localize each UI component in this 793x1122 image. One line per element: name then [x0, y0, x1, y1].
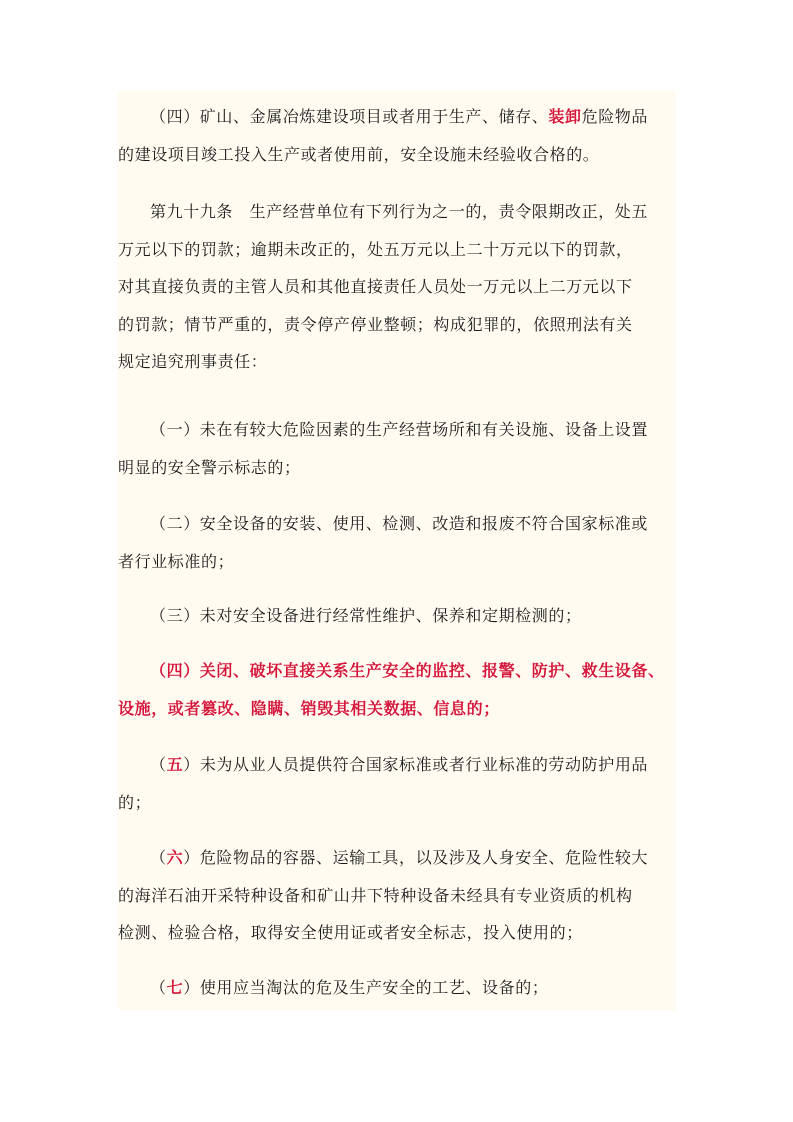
text-span: ）未为从业人员提供符合国家标准或者行业标准的劳动防护用品 [183, 755, 649, 774]
highlight-text: 六 [166, 848, 184, 867]
text-line: 万元以下的罚款；逾期未改正的，处五万元以上二十万元以下的罚款， [118, 239, 633, 259]
text-line [118, 839, 678, 877]
text-span: （四）矿山、金属冶炼建设项目或者用于生产、储存、 [150, 107, 549, 126]
text-span: ）使用应当淘汰的危及生产安全的工艺、设备的； [183, 978, 549, 997]
paragraph-item-4-mining [118, 98, 678, 173]
text-span: 危险物品 [581, 107, 649, 126]
paragraph-item-2 [118, 505, 678, 580]
paragraph-item-1 [118, 411, 678, 486]
paragraph-item-3 [118, 597, 678, 635]
text-line: （四）关闭、破坏直接关系生产安全的监控、报警、防护、救生设备、 [150, 661, 665, 680]
text-line: 检测、检验合格，取得安全使用证或者安全标志，投入使用的； [118, 923, 583, 942]
text-line: （三）未对安全设备进行经常性维护、保养和定期检测的； [150, 606, 582, 625]
text-line [118, 98, 678, 136]
paragraph-item-6 [118, 839, 678, 952]
text-line: 的建设项目竣工投入生产或者使用前，安全设施未经验收合格的。 [118, 144, 600, 164]
text-span: （ [150, 848, 167, 867]
paragraph-item-4-highlighted [118, 652, 678, 727]
text-line: 设施，或者篡改、隐瞒、销毁其相关数据、信息的； [118, 698, 500, 718]
text-line: 规定追究刑事责任： [118, 352, 268, 371]
text-line: 对其直接负责的主管人员和其他直接责任人员处一万元以上二万元以下 [118, 277, 633, 296]
paragraph-item-5 [118, 746, 678, 821]
text-span: ）危险物品的容器、运输工具，以及涉及人身安全、危险性较大 [183, 848, 649, 867]
text-line: 者行业标准的； [118, 551, 235, 571]
highlight-text: 七 [166, 978, 184, 997]
highlight-text: 五 [166, 755, 184, 774]
text-line [118, 969, 678, 1007]
text-line: （一）未在有较大危险因素的生产经营场所和有关设施、设备上设置 [150, 420, 649, 439]
text-span: （ [150, 978, 167, 997]
text-line: 明显的安全警示标志的； [118, 457, 301, 477]
paragraph-item-7 [118, 969, 678, 1007]
text-span: （ [150, 755, 167, 774]
highlight-text: 装卸 [548, 107, 582, 126]
text-line: 的罚款；情节严重的，责令停产停业整顿；构成犯罪的，依照刑法有关 [118, 314, 633, 334]
text-line: （二）安全设备的安装、使用、检测、改造和报废不符合国家标准或 [150, 514, 649, 533]
paragraph-article-99 [118, 193, 678, 381]
text-line: 的海洋石油开采特种设备和矿山井下特种设备未经具有专业资质的机构 [118, 885, 633, 905]
text-line: 的； [118, 792, 152, 812]
text-line: 第九十九条 生产经营单位有下列行为之一的，责令限期改正，处五 [150, 202, 649, 221]
text-line [118, 746, 678, 784]
